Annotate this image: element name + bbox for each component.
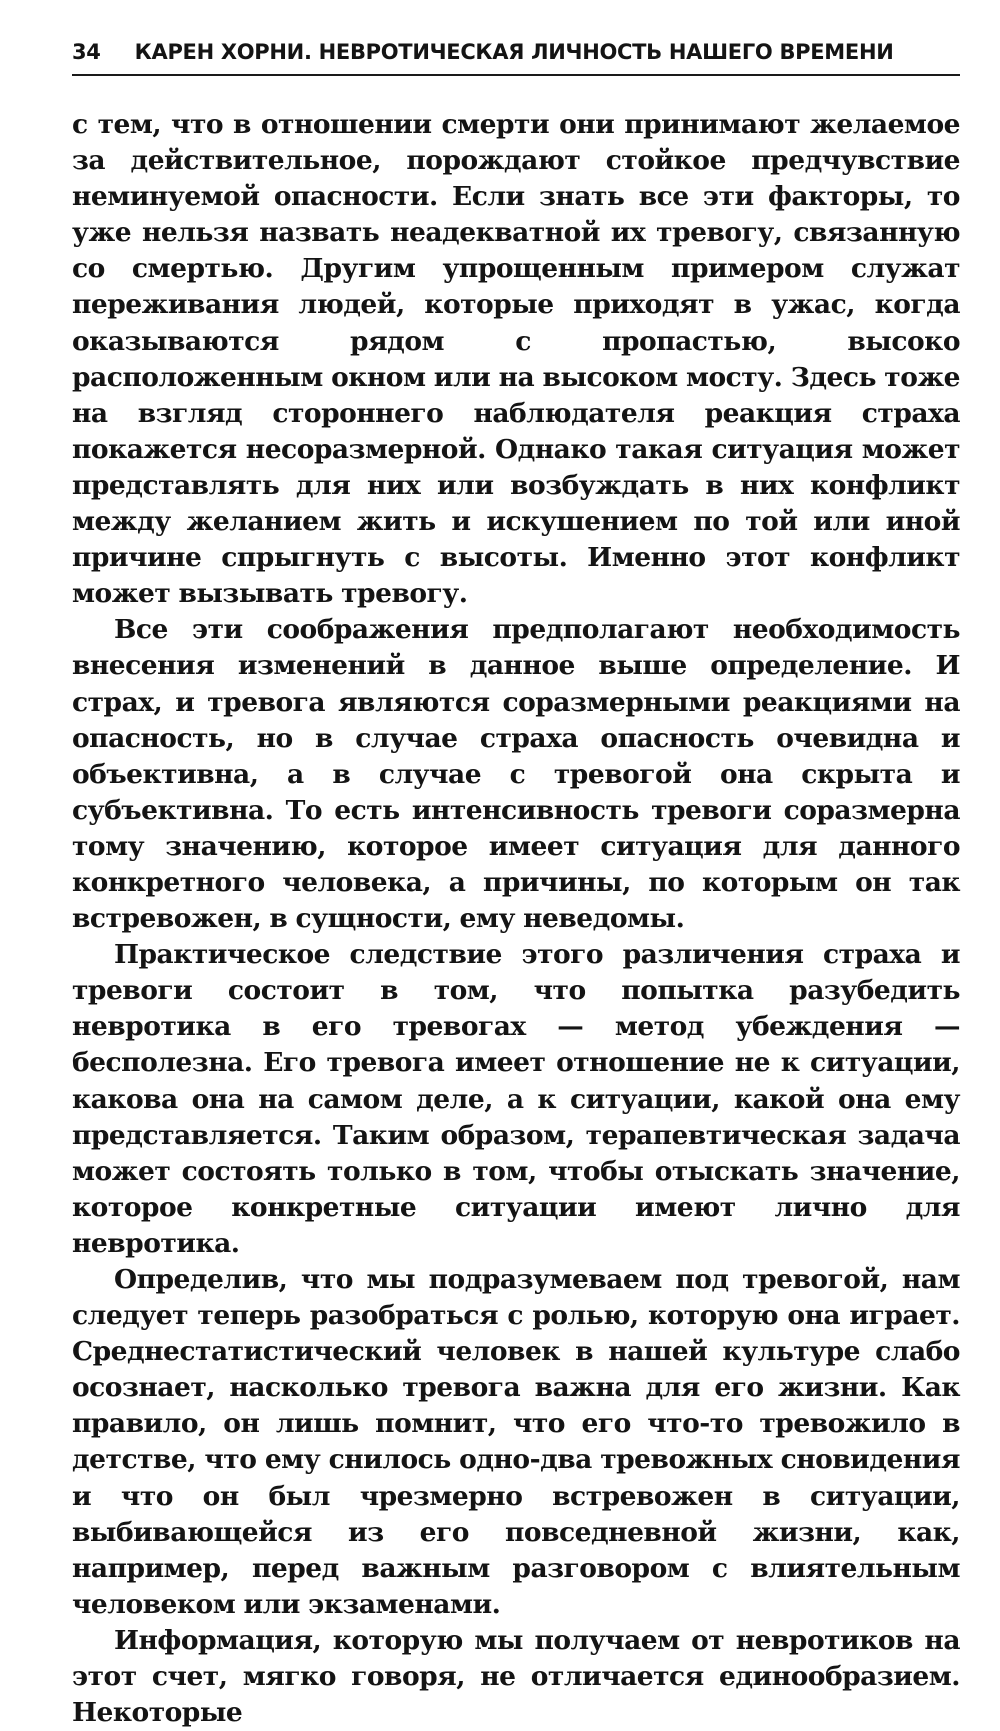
body-text bbox=[72, 107, 960, 1731]
page-number: 34 bbox=[72, 40, 101, 64]
book-page bbox=[72, 40, 960, 1731]
paragraph: Информация, которую мы получаем от невротиков на этот счет, мягко говоря, не отличается единообразием. Некоторые bbox=[72, 1624, 960, 1729]
running-header bbox=[72, 40, 960, 76]
paragraph: Все эти соображения предполагают необходимость внесения изменений в данное выше определение. И страх, и тревога являются соразмерными реакциями на опасность, но в случае страха опасность очевидна и объективна, а в случае с тревогой она скрыта и субъективна. То есть интенсивность тревоги соразмерна тому значению, которое имеет ситуация для данного конкретного человека, а причины, по которым он так встревожен, в сущности, ему неведомы. bbox=[72, 614, 960, 935]
running-title: КАРЕН ХОРНИ. НЕВРОТИЧЕСКАЯ ЛИЧНОСТЬ НАШЕГО ВРЕМЕНИ bbox=[134, 40, 894, 64]
paragraph: с тем, что в отношении смерти они принимают желаемое за действительное, порождают стойкое предчувствие неминуемой опасности. Если знать все эти факторы, то уже нельзя назвать неадекватной их тревогу, связанную со смертью. Другим упрощенным примером служат переживания людей, которые приходят в ужас, когда оказываются рядом с пропастью, высоко расположенным окном или на высоком мосту. Здесь тоже на взгляд стороннего наблюдателя реакция страха покажется несоразмерной. Однако такая ситуация может представлять для них или возбуждать в них конфликт между желанием жить и искушением по той или иной причине спрыгнуть с высоты. Именно этот конфликт может вызывать тревогу. bbox=[72, 109, 960, 610]
paragraph: Практическое следствие этого различения страха и тревоги состоит в том, что попытка разубедить невротика в его тревогах — метод убеждения — бесполезна. Его тревога имеет отношение не к ситуации, какова она на самом деле, а к ситуации, какой она ему представляется. Таким образом, терапевтическая задача может состоять только в том, чтобы отыскать значение, которое конкретные ситуации имеют лично для невротика. bbox=[72, 939, 960, 1259]
paragraph: Определив, что мы подразумеваем под тревогой, нам следует теперь разобраться с ролью, которую она играет. Среднестатистический человек в нашей культуре слабо осознает, насколько тревога важна для его жизни. Как правило, он лишь помнит, что его что-то тревожило в детстве, что ему снилось одно-два тревожных сновидения и что он был чрезмерно встревожен в ситуации, выбивающейся из его повседневной жизни, как, например, перед важным разговором с влиятельным человеком или экзаменами. bbox=[72, 1264, 960, 1620]
